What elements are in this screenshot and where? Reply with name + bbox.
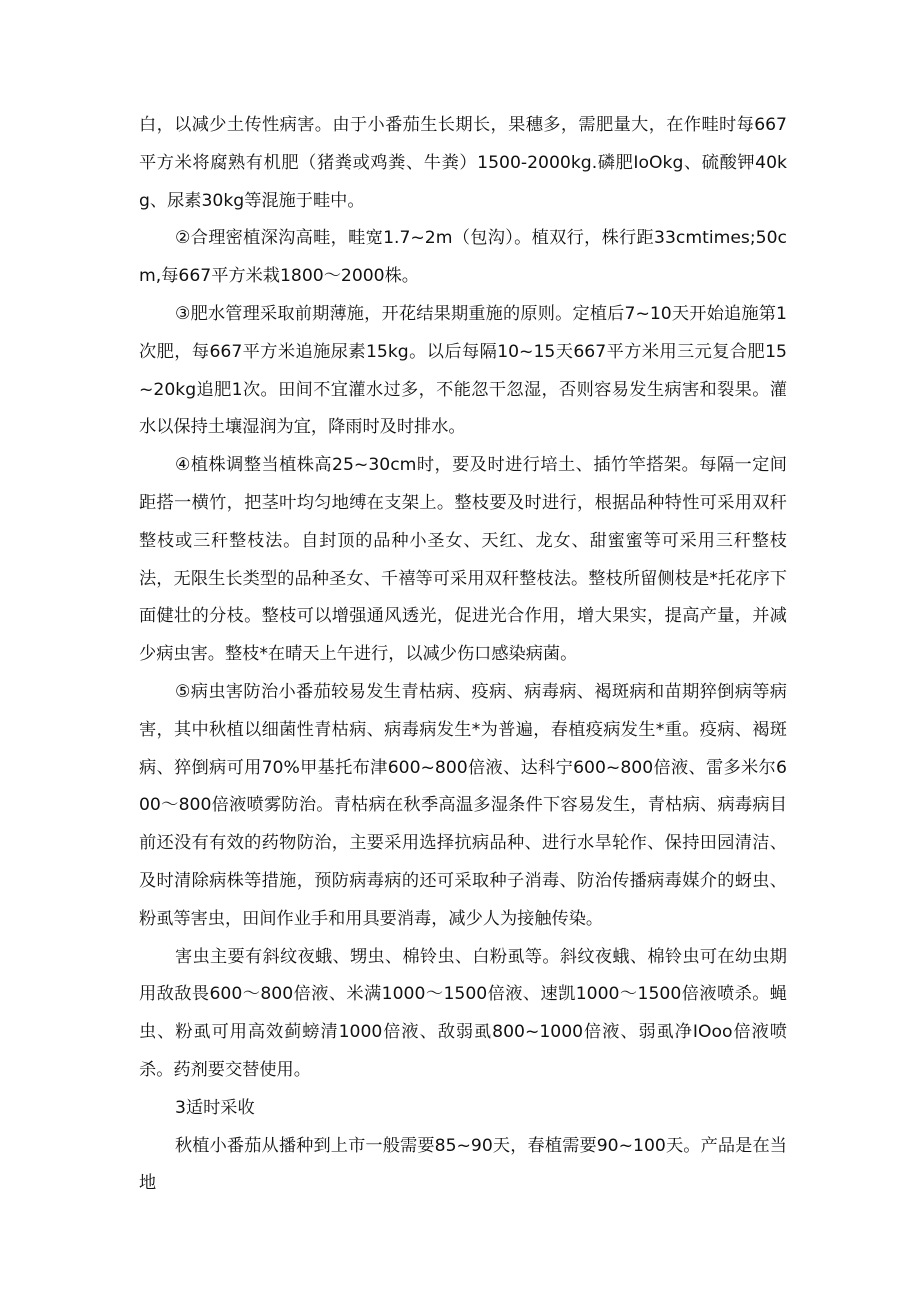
paragraph-plant-adjustment: ④植株调整当植株高25~30cm时，要及时进行培土、插竹竿搭架。每隔一定间距搭一横竹，把茎叶均匀地缚在支架上。整枝要及时进行，根据品种特性可采用双秆整枝或三秆整枝法。自封顶的品种小圣女、天红、龙女、甜蜜蜜等可采用三秆整枝法，无限生长类型的品种圣女、千禧等可采用双秆整枝法。整枝所留侧枝是*托花序下面健壮的分枝。整枝可以增强通风透光，促进光合作用，增大果实，提高产量，并减少病虫害。整枝*在晴天上午进行，以减少伤口感染病菌。 bbox=[139, 455, 787, 665]
paragraph-harvest: 秋植小番茄从播种到上市一般需要85~90天，春植需要90~100天。产品是在当地 bbox=[139, 1135, 787, 1194]
section-heading-harvest: 3适时采收 bbox=[175, 1097, 255, 1118]
paragraph-planting-density: ②合理密植深沟高畦，畦宽1.7~2m（包沟）。植双行，株行距33cmtimes;50cm,每667平方米栽1800～2000株。 bbox=[139, 228, 787, 287]
paragraph-pest-control: 害虫主要有斜纹夜蛾、甥虫、棉铃虫、白粉虱等。斜纹夜蛾、棉铃虫可在幼虫期用敌敌畏600～800倍液、米满1000～1500倍液、速凯1000～1500倍液喷杀。蝇虫、粉虱可用高效蓟螃清1000倍液、敌弱虱800~1000倍液、弱虱净IOoo倍液喷杀。药剂要交替使用。 bbox=[139, 946, 787, 1080]
paragraph-disease-control: ⑤病虫害防治小番茄较易发生青枯病、疫病、病毒病、褐斑病和苗期猝倒病等病害，其中秋植以细菌性青枯病、病毒病发生*为普遍，春植疫病发生*重。疫病、褐斑病、猝倒病可用70%甲基托布津600~800倍液、达科宁600~800倍液、雷多米尔600～800倍液喷雾防治。青枯病在秋季高温多湿条件下容易发生，青枯病、病毒病目前还没有有效的药物防治，主要采用选择抗病品种、进行水旱轮作、保持田园清洁、及时清除病株等措施，预防病毒病的还可采取种子消毒、防治传播病毒媒介的蚜虫、粉虱等害虫，田间作业手和用具要消毒，减少人为接触传染。 bbox=[139, 681, 787, 929]
paragraph-fertilizer-continued: 白，以减少土传性病害。由于小番茄生长期长，果穗多，需肥量大，在作畦时每667平方米将腐熟有机肥（猪粪或鸡粪、牛粪）1500-2000kg.磷肥IoOkg、硫酸钾40kg、尿素30kg等混施于畦中。 bbox=[139, 115, 787, 211]
document-body bbox=[139, 107, 787, 1203]
paragraph-water-fertilizer: ③肥水管理采取前期薄施，开花结果期重施的原则。定植后7~10天开始追施第1次肥，每667平方米追施尿素15kg。以后每隔10~15天667平方米用三元复合肥15~20kg追肥1次。田间不宜灌水过多，不能忽干忽湿，否则容易发生病害和裂果。灌水以保持土壤湿润为宜，降雨时及时排水。 bbox=[139, 303, 787, 438]
